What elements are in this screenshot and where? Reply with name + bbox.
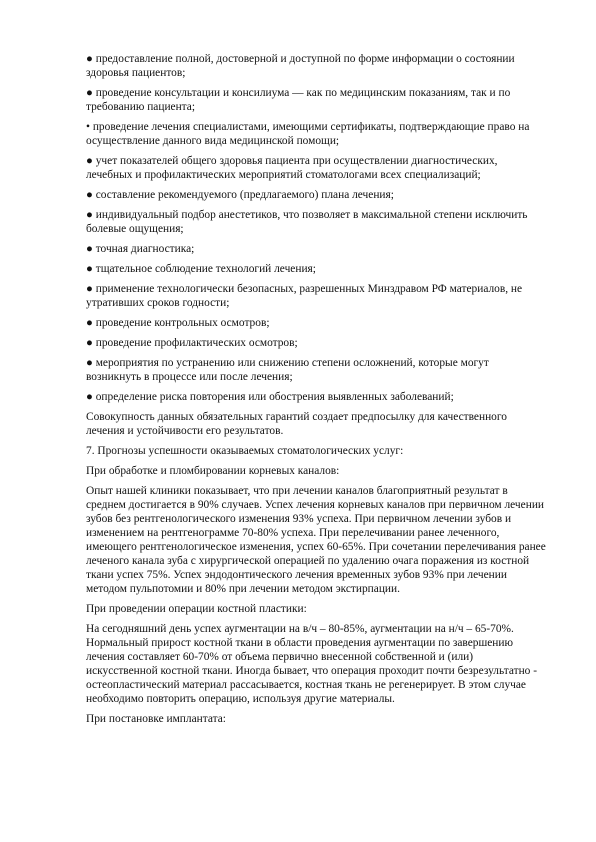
canal-heading: При обработке и пломбировании корневых каналов:	[86, 465, 340, 477]
section-title: 7. Прогнозы успешности оказываемых стоматологических услуг:	[86, 445, 404, 457]
list-item-risk: ● определение риска повторения или обострения выявленных заболеваний;	[86, 391, 454, 403]
list-item-control-exams: ● проведение контрольных осмотров;	[86, 317, 270, 329]
list-item-certified-specialists: • проведение лечения специалистами, имеющими сертификаты, подтверждающие право на осуществление данного вида медицинской помощи;	[86, 121, 530, 147]
bone-heading: При проведении операции костной пластики:	[86, 603, 307, 615]
list-item-preventive-exams: ● проведение профилактических осмотров;	[86, 337, 298, 349]
list-item-diagnostics: ● точная диагностика;	[86, 243, 195, 255]
bone-paragraph: На сегодняшний день успех аугментации на в/ч – 80-85%, аугментации на н/ч – 65-70%. Нормальный прирост костной ткани в области проведения аугментации по завершению лечения составляет 60-70% от объема первично внесенной собственной и (или) искусственной костной ткани. Иногда бывает, что операция проходит почти безрезультатно - остеопластический материал рассасывается, костная ткань не регенерирует. В этом случае необходимо повторить операцию, используя другие материалы.	[86, 623, 537, 705]
list-item-information: ● предоставление полной, достоверной и доступной по форме информации о состоянии здоровья пациентов;	[86, 53, 515, 79]
list-item-anesthetics: ● индивидуальный подбор анестетиков, что позволяет в максимальной степени исключить болевые ощущения;	[86, 209, 528, 235]
list-item-materials: ● применение технологически безопасных, разрешенных Минздравом РФ материалов, не утративших сроков годности;	[86, 283, 523, 309]
list-item-general-health: ● учет показателей общего здоровья пациента при осуществлении диагностических, лечебных и профилактических мероприятий стоматологами всех специализаций;	[86, 155, 498, 181]
list-item-complications: ● мероприятия по устранению или снижению степени осложнений, которые могут возникнуть в процессе или после лечения;	[86, 357, 489, 383]
canal-paragraph: Опыт нашей клиники показывает, что при лечении каналов благоприятный результат в среднем достигается в 90% случаев. Успех лечения корневых каналов при первичном лечении зубов без рентгенологического изменения 93% успеха. При первичном лечении зубов и изменением на рентгенограмме 70-80% успеха. При перелечивании ранее леченного, имеющего рентгенологическое изменения, успех 60-65%. При сочетании перелечивания ранее леченого канала зуба с хирургической операцией по удалению очага поражения из костной ткани успех 75%. Успех эндодонтического лечения временных зубов 93% при лечении методом пульпотомии и 80% при лечении методом экстирпации.	[86, 485, 546, 595]
implant-heading: При постановке имплантата:	[86, 713, 226, 725]
document-page	[86, 52, 546, 732]
list-item-consultation: ● проведение консультации и консилиума — как по медицинским показаниям, так и по требованию пациента;	[86, 87, 511, 113]
summary-paragraph: Совокупность данных обязательных гарантий создает предпосылку для качественного лечения и устойчивости его результатов.	[86, 411, 507, 437]
list-item-technology: ● тщательное соблюдение технологий лечения;	[86, 263, 316, 275]
list-item-treatment-plan: ● составление рекомендуемого (предлагаемого) плана лечения;	[86, 189, 394, 201]
